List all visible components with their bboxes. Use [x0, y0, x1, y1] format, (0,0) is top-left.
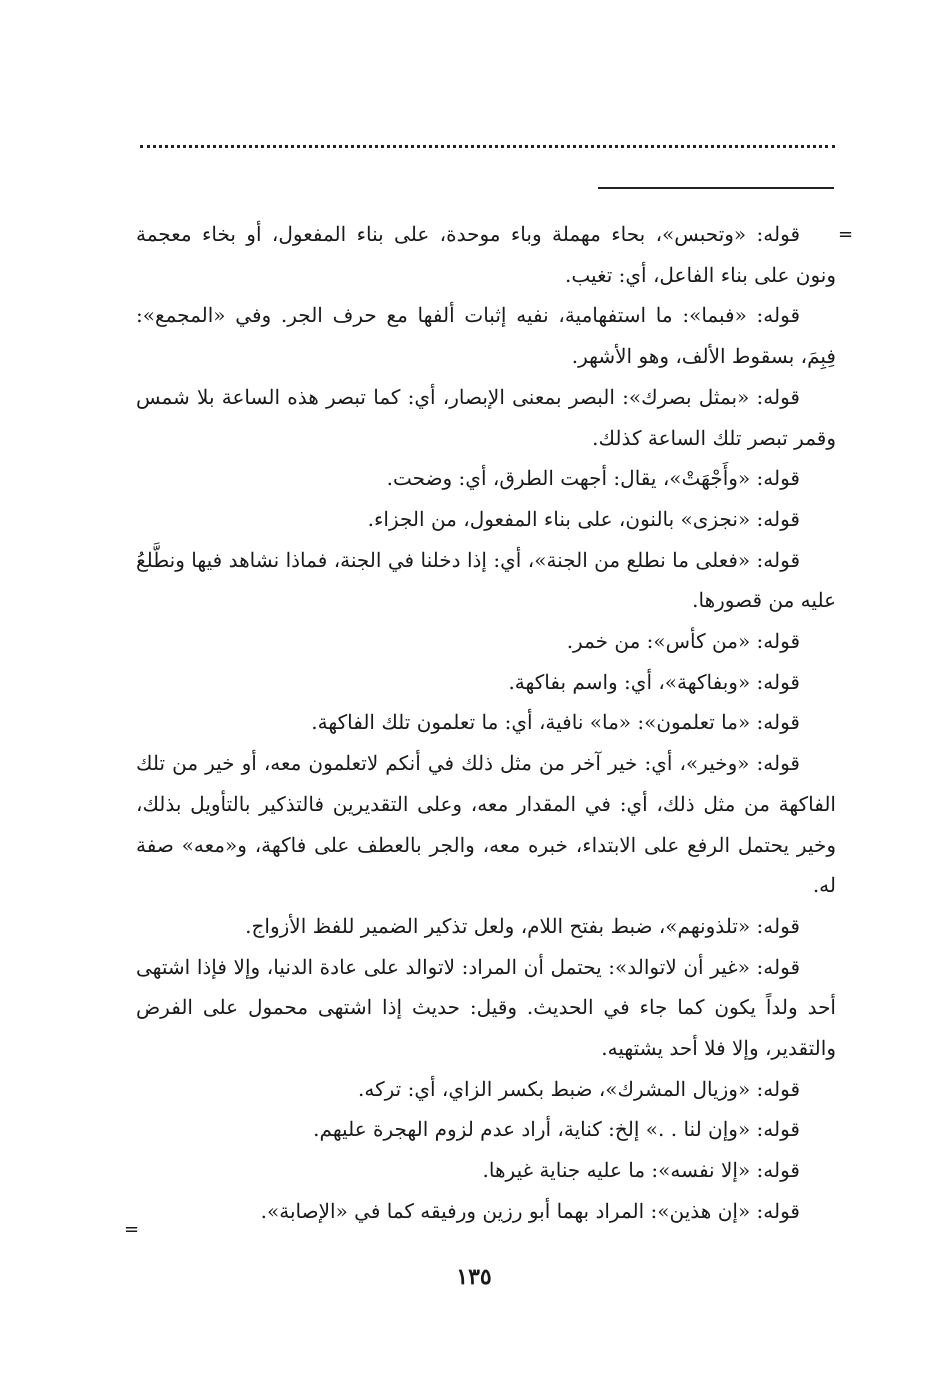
footnote-paragraph: قوله: «إن هذين»: المراد بهما أبو رزين ورفيقه كما في «الإصابة». [260, 1198, 800, 1223]
footnote-paragraph: قوله: «بمثل بصرك»: البصر بمعنى الإبصار، أي: كما تبصر هذه الساعة بلا شمس وقمر تبصر تلك الساعة كذلك. [136, 384, 836, 450]
footnote-paragraph: قوله: «إلا نفسه»: ما عليه جناية غيرها. [482, 1158, 800, 1183]
footnote-rule [598, 187, 834, 189]
footnote-paragraph: قوله: «وإن لنا . .» إلخ: كناية، أراد عدم لزوم الهجرة عليهم. [313, 1117, 800, 1142]
footnote-paragraph: قوله: «وتحبس»، بحاء مهملة وباء موحدة، على بناء المفعول، أو بخاء معجمة ونون على بناء الفاعل، أي: تغيب. [136, 222, 836, 287]
footnote-paragraph: قوله: «نجزى» بالنون، على بناء المفعول، من الجزاء. [367, 506, 800, 531]
footnote-paragraph: قوله: «من كأس»: من خمر. [566, 629, 800, 654]
footnote-paragraph: قوله: «فعلى ما نطلع من الجنة»، أي: إذا دخلنا في الجنة، فماذا نشاهد فيها ونطَّلعُ عليه من قصورها. [136, 547, 836, 613]
footnote-paragraph: قوله: «وبفاكهة»، أي: واسم بفاكهة. [508, 669, 800, 694]
footnote-paragraph: قوله: «تلذونهم»، ضبط بفتح اللام، ولعل تذكير الضمير للفظ الأزواج. [245, 913, 800, 938]
footnote-paragraph: قوله: «ما تعلمون»: «ما» نافية، أي: ما تعلمون تلك الفاكهة. [311, 710, 800, 735]
footnote-paragraph: قوله: «وزيال المشرك»، ضبط بكسر الزاي، أي: تركه. [358, 1076, 800, 1101]
footnote-paragraph: قوله: «وأَجْهَتْ»، يقال: أجهت الطرق، أي: وضحت. [386, 466, 800, 491]
continuation-mark-top: = [838, 224, 854, 245]
separator-dotted-rule [140, 145, 835, 148]
footnote-paragraph: قوله: «غير أن لاتوالد»: يحتمل أن المراد: لاتوالد على عادة الدنيا، وإلا فإذا اشتهى أحد ولداً يكون كما جاء في الحديث. وقيل: حديث إذا اشتهى محمول على الفرض والتقدير، وإلا فلا أحد يشتهيه. [136, 954, 836, 1061]
continuation-mark-bottom: = [124, 1219, 140, 1240]
footnote-paragraph: قوله: «فبما»: ما استفهامية، نفيه إثبات ألفها مع حرف الجر. وفي «المجمع»: فِبِمَ، بسقوط الألف، وهو الأشهر. [136, 303, 836, 369]
footnotes-section [136, 214, 836, 1232]
footnote-paragraph: قوله: «وخير»، أي: خير آخر من مثل ذلك في أنكم لاتعلمون معه، أو خير من تلك الفاكهة من مثل ذلك، أي: في المقدار معه، وعلى التقديرين فالتذكير بالتأويل بذلك، وخير يحتمل الرفع على الابتداء، خبره معه، والجر بالعطف على فاكهة، و«معه» صفة له. [136, 751, 836, 898]
page-number: ١٣٥ [456, 1264, 492, 1290]
